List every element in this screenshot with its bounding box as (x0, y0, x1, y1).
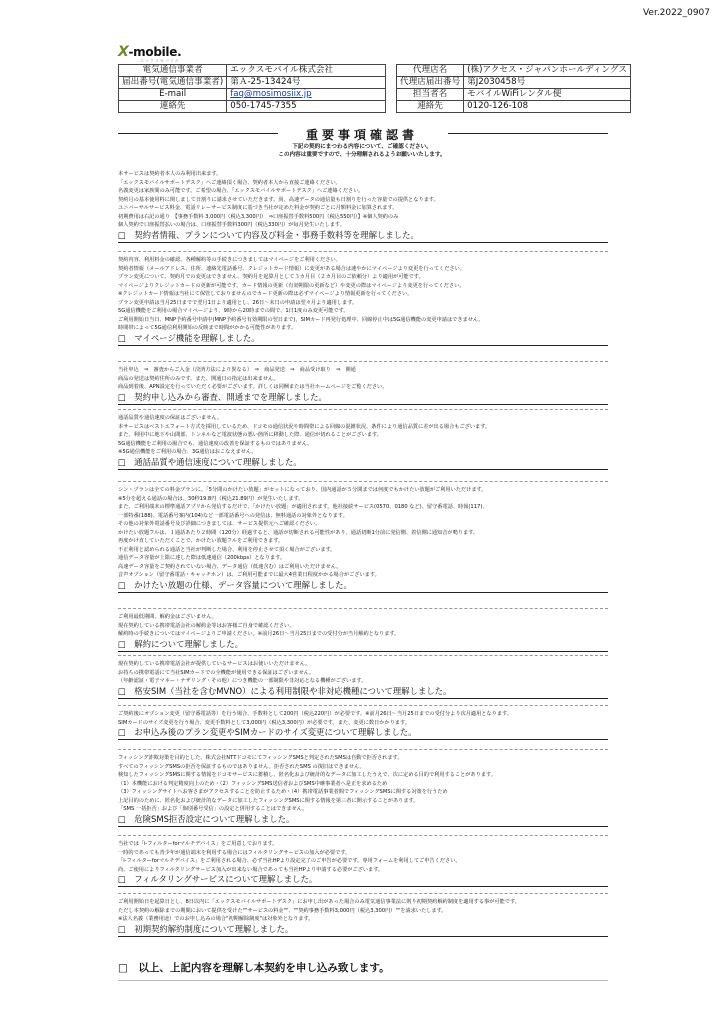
section-8 (118, 710, 608, 740)
section-line: マイページよりクレジットカードの更新が可能です。カード情報の更新（有効期限の更新など）や変更の際はマイページより変更を行ってください。 (118, 282, 465, 289)
section-confirm-checkbox[interactable]: □ かけたい放題の仕様、データ容量について理解しました。 (118, 580, 608, 593)
section-5 (118, 486, 608, 593)
section-line: 現在契約している携帯電話会社が提供しているサービスはお使いいただけません。 (118, 661, 311, 667)
logo-name: -mobile. (128, 45, 182, 59)
section-line: 名義変更は家族間のみ可能です。ご希望の場合、「エックスモバイルサポートデスク」へご連絡ください。 (118, 188, 364, 194)
table-row (119, 77, 386, 89)
section-separator (118, 251, 608, 252)
section-confirm-checkbox[interactable]: □ 格安SIM（当社を含むMVNO）による利用制限や非対応機種について理解しました。 (118, 686, 608, 699)
agency-info-table (396, 64, 631, 113)
subtitle-line: 下記の契約にまつわる内容について、ご確認ください。 (292, 144, 432, 150)
section-body (118, 754, 608, 814)
table-row (397, 101, 631, 113)
agency-value: 0120-126-108 (464, 101, 631, 113)
section-body (118, 170, 608, 230)
section-line: ご利用開始日当日、MNP予約番号申請中(MNP予約番号有効期限の翌日まで)、SIMカード再発行処理中、回線停止中は5G通信機能の変更申請はできません。 (118, 316, 484, 323)
section-line: かけたい放題フルは、１通話あたり２時間（120分）経過すると、通話が切断される可能性があり、通話切断1分前に発信側、着信側に通知音が鳴ります。 (118, 529, 479, 536)
section-line: 本サービスは契約者本人のみ利用出来ます。 (118, 171, 222, 177)
section-line: 「エックスモバイルサポートデスク」へご連絡頂く場合、契約者本人から直接ご連絡ください。 (118, 179, 341, 186)
section-confirm-checkbox[interactable]: □ マイページ機能を理解しました。 (118, 333, 608, 346)
section-line: また、ご利用端末の標準通話アプリから発信するだけで、「かけたい放題」が適用されます。他社接続サービス(0570、0180 など)、留守番電話、時報(117)、 (118, 504, 488, 510)
section-separator (118, 893, 608, 894)
subtitle-line: この内容は重要ですので、十分理解されるようお願いいたします。 (278, 152, 446, 158)
section-separator (118, 655, 608, 656)
section-line: ご利用最低期間、解約金はございません。 (118, 614, 217, 620)
section-separator (118, 481, 608, 482)
document-subtitle (0, 143, 724, 159)
section-confirm-checkbox[interactable]: □ 契約申し込みから審査、開通までを理解しました。 (118, 392, 608, 405)
section-line: 初期費用は右記の通り 【事務手数料 3,000円（税込3,300円） ⇒口座振替手数料500円（税込550円）】※個人契約のみ (118, 213, 399, 220)
section-line: 当社では「i-フィルターforマルチデバイス」をご用意しております。 (118, 841, 278, 847)
agency-value: (株)アクセス・ジャパンホールディングス (464, 65, 631, 77)
section-9 (118, 754, 608, 827)
section-line: ユニバーサルサービス料金、電話リレーサービス制度に基づき当社が定めた料金が契約ごとに月額料金に加算されます。 (118, 205, 398, 211)
table-row (119, 101, 386, 113)
section-line: ※クレジットカード情報は当社にて保管しておりませんのでカード更新の際は必ずマイページより情報更新を行ってください。 (118, 291, 413, 297)
section-line: （年齢認証・電子マネー・テザリング・その他）につき機能の一部制限や非対応となる機種がございます。 (118, 678, 367, 684)
section-separator (118, 409, 608, 410)
section-line: フィッシング詐欺対策を目的とした、株式会社NTTドコモにてフィッシングSMSと判定されたSMSは自動で拒否されます。 (118, 755, 403, 761)
carrier-value: 第Ａ-25-13424号 (227, 77, 386, 89)
table-row (397, 77, 631, 89)
company-logo (118, 44, 181, 64)
section-body (118, 840, 608, 874)
section-line: 商品到着後、APN設定を行っていただく必要がございます。詳しくは同梱または当社ホームページをご覧ください。 (118, 384, 388, 390)
section-line: ただし本契約の解除までの期間において提供を受けた""サービスの料金""、""契約事務手数料3,000円（税込3,300円）""を請求いたします。 (118, 907, 447, 914)
section-line: 検知したフィッシングSMSに関する情報をドコモサービスに蓄積し、匿名化および統計的なデータに加工したうえで、次に定める目的で利用することがあります。 (118, 772, 496, 778)
carrier-key: E-mail (119, 89, 227, 101)
section-line: （1）本機能における判定精度向上のため・（2）フィッシングSMS送信者およびSMS中継事業者へ是正を求めるため (118, 780, 388, 787)
table-row (119, 89, 386, 101)
section-line: 契約月の基本使用料に関しまして日割りに請求させていただきます。尚、高速データの通信量も日割りを行った容量での提供となります。 (118, 196, 439, 203)
carrier-info-table (118, 64, 386, 113)
section-line: （3）フィッシングサイトへお客さまがアクセスすることを防止するため・（4）携帯電話事業者間でフィッシングSMSに関する対策を行うため (118, 789, 448, 795)
carrier-value: 050-1745-7355 (227, 101, 386, 113)
section-11 (118, 898, 608, 937)
section-line: 解約時の手続きについてはマイページよりご申請ください。※前月26日〜当月25日までの受付分が当月解約となります。 (118, 631, 400, 637)
section-separator (118, 835, 608, 836)
section-line: 契約者情報（メールアドレス、住所、連絡先電話番号、クレジットカード情報）に変更がある場合は速やかにマイページより変更を行ってください。 (118, 265, 465, 272)
agency-key: 担当者名 (397, 89, 464, 101)
section-body (118, 660, 608, 686)
agency-value: 第J2030458号 (464, 77, 631, 89)
section-confirm-checkbox[interactable]: □ お申込み後のプラン変更やSIMカードのサイズ変更について理解しました。 (118, 727, 608, 740)
section-line: ※法人名義（業務用途）でのお申し込みの場合"初期解除制度"は対象外となります。 (118, 916, 314, 922)
agency-value: モバイルWiFiレンタル便 (464, 89, 631, 101)
section-line: 商品の発送は契約住所のみです。また、開通日の指定は出来ません。 (118, 375, 279, 382)
section-line: SIMカードのサイズ変更を行う場合、変更手数料として3,000円（税込3,300円）が必要です。また、変更に数日かかります。 (118, 719, 410, 726)
final-agreement-checkbox[interactable]: □ 以上、上記内容を理解し本契約を申し込み致します。 (118, 962, 390, 974)
section-3 (118, 366, 608, 405)
table-row (397, 89, 631, 101)
section-confirm-checkbox[interactable]: □ 通話品質や通信速度について理解しました。 (118, 457, 608, 470)
section-line: プラン変更申請は当月25日までで翌月1日より適用とし、26日〜末日の申請は翌々月より適用します。 (118, 299, 358, 306)
agency-key: 代理店届出番号 (397, 77, 464, 89)
section-line: お持ちの携帯電話にて当社SIMカードでの全機能が使用できる保証はございません。 (118, 669, 315, 676)
logo-mark: X (118, 44, 129, 60)
section-line: 音声オプション（留守番電話・キャッチホン）は、ご利用可能までに最大4営業日程度かかる場合がございます。 (118, 572, 380, 578)
section-confirm-checkbox[interactable]: □ 危険SMS拒否設定について理解しました。 (118, 814, 608, 827)
section-separator (118, 608, 608, 609)
document-title: 重要事項確認書 (305, 128, 418, 142)
section-line: 通信データ容量が上限に達した際は低速通信（200kbps）となります。 (118, 555, 286, 561)
section-line: 上記目的のために、匿名化および統計的なデータに加工したフィッシングSMSに関する情報を第三者に開示することがあります。 (118, 797, 419, 804)
section-line: 5G通信機能をご利用の場合でも、通信速度の改善を保証するものではありません。 (118, 440, 313, 447)
section-separator (118, 361, 608, 362)
section-line: 通話品質や通信速度の保証はございません。 (118, 415, 223, 421)
section-line: 個人契約で口座振替払いの場合は、口座振替手数料300円（税込330円）が毎月発生いたします。 (118, 222, 345, 228)
section-line: 再度かけ直していただくことで、かけたい放題フルをご利用できます。 (118, 538, 284, 544)
section-line: シン・プランは全ての料金プランに、「5分間のかけたい放題」がセットになっており、国内通話が５分間までは何度でもかけたい放題がご利用いただけます。 (118, 487, 487, 493)
section-line: ご契約後にオプション変更（留守番電話等）を行う場合、手数料として200円（税込220円）が必要です。※前月26日〜当月25日までの受付分より次月適用となります。 (118, 711, 512, 717)
section-line: 不正利用と認められる通話と当社が判断した場合、利用を停止させて頂く場合がございます。 (118, 546, 336, 553)
email-link[interactable]: faq@mosimosiix.jp (230, 89, 312, 99)
section-body (118, 486, 608, 580)
section-separator (118, 705, 608, 706)
section-line: 本サービスはベストエフォート方式を採用しているため、ドコモの通信状況や時間帯による回線の混雑状況、条件により通信品質に差が出る場合もございます。 (118, 423, 491, 430)
section-line: 契約内容、利用料金の確認、各種解約等の手続きにつきましてはマイページをご利用ください。 (118, 257, 341, 263)
agency-key: 代理店名 (397, 65, 464, 77)
section-line: 高速データ容量をご契約されていない場合、データ通信（低速含む）はご利用いただけません。 (118, 563, 342, 570)
section-line: プラン変更について、契約月での変更はできません。契約月を起算月として３カ月目（２カ月目のご依頼分）より適用が可能です。 (118, 274, 424, 280)
section-body (118, 256, 608, 333)
section-body (118, 366, 608, 392)
section-line: 時間帯によって5G通信利用開始の反映まで時間がかかる可能性があります。 (118, 325, 297, 331)
section-body (118, 613, 608, 639)
section-7 (118, 660, 608, 699)
section-line: ※5G通信機能をご利用の場合、3G通信はおこなえません。 (118, 449, 257, 455)
section-body (118, 414, 608, 457)
footer-rule (118, 980, 608, 981)
section-body (118, 898, 608, 924)
section-6 (118, 613, 608, 652)
table-row (397, 65, 631, 77)
section-line: 一部特番(188)、電話番号案内(104)など一部電話番号への発信は、無料通話の対象外となります。 (118, 512, 348, 519)
section-body (118, 710, 608, 727)
section-confirm-checkbox[interactable]: □ 解約について理解しました。 (118, 639, 608, 652)
section-line: 尚、ご使用によりフィルタリングサービス加入が出来ない場合であっても当社HPより申請する必要がございます。 (118, 866, 384, 873)
section-2 (118, 256, 608, 346)
section-line: 一時的であっても青少年が通信端末を利用する場合にはフィルタリングサービスの加入が必要です。 (118, 849, 351, 856)
section-line: 当社申込 ⇒ 審査からご入金（決済方法により異なる） ⇒ 商品発送 ⇒ 商品受け取り ⇒ 開通 (118, 367, 356, 373)
section-confirm-checkbox[interactable]: □ 初期契約解約制度について理解しました。 (118, 924, 608, 937)
carrier-value: エックスモバイル株式会社 (227, 65, 386, 77)
section-line: ※5分を超える通話の場合は、30秒19.8円（税込21.89円）が発生いたします。 (118, 495, 304, 502)
section-line: 「i-フィルターforマルチデバイス」をご利用される場合、必ず当社HPより設定完了のご申告が必要です。専用フォームを利用してご申告ください。 (118, 858, 461, 864)
carrier-key: 連絡先 (119, 101, 227, 113)
section-line: ご利用開始日を起算日とし、8日以内に「エックスモバイルサポートデスク」にお申し出があった場合のみ電気通信事業法に則り初期契約解約制度を適用する事が可能です。 (118, 899, 520, 905)
section-line: 「SMS 一括拒否」および「個別番号受信」の設定と併用することはできません。 (118, 806, 308, 812)
section-1 (118, 170, 608, 243)
section-line: その他の対象外電話番号及び詳細につきましては、サービス提供元へご確認ください。 (118, 521, 321, 527)
section-10 (118, 840, 608, 887)
section-line: 5G通信機能をご利用の場合マイページより、9時から20時までの間で、1日1度のみ変更可能です。 (118, 308, 349, 314)
carrier-key: 電気通信事業者 (119, 65, 227, 77)
section-line: すべてのフィッシングSMSの拒否を保証するものではありません。拒否されたSMS の復旧はできません。 (118, 763, 365, 770)
section-line: 現在契約している携帯電話会社の解約金等はお客様ご自身で確認ください。 (118, 622, 295, 629)
section-separator (118, 749, 608, 750)
version-label: Ver.2022_0907 (642, 8, 710, 18)
section-4 (118, 414, 608, 470)
carrier-key: 届出番号(電気通信事業者) (119, 77, 227, 89)
section-confirm-checkbox[interactable]: □ 契約者情報、プランについて内容及び料金・事務手数料等を理解しました。 (118, 230, 608, 243)
agency-key: 連絡先 (397, 101, 464, 113)
table-row (119, 65, 386, 77)
section-line: また、利用中に地下や山間部、トンネルなど電波状態の悪い箇所に移動した際、通信が切れることがございます。 (118, 432, 382, 438)
logo-subtext: エックスモバイル (140, 58, 180, 63)
section-confirm-checkbox[interactable]: □ フィルタリングサービスについて理解しました。 (118, 874, 608, 887)
